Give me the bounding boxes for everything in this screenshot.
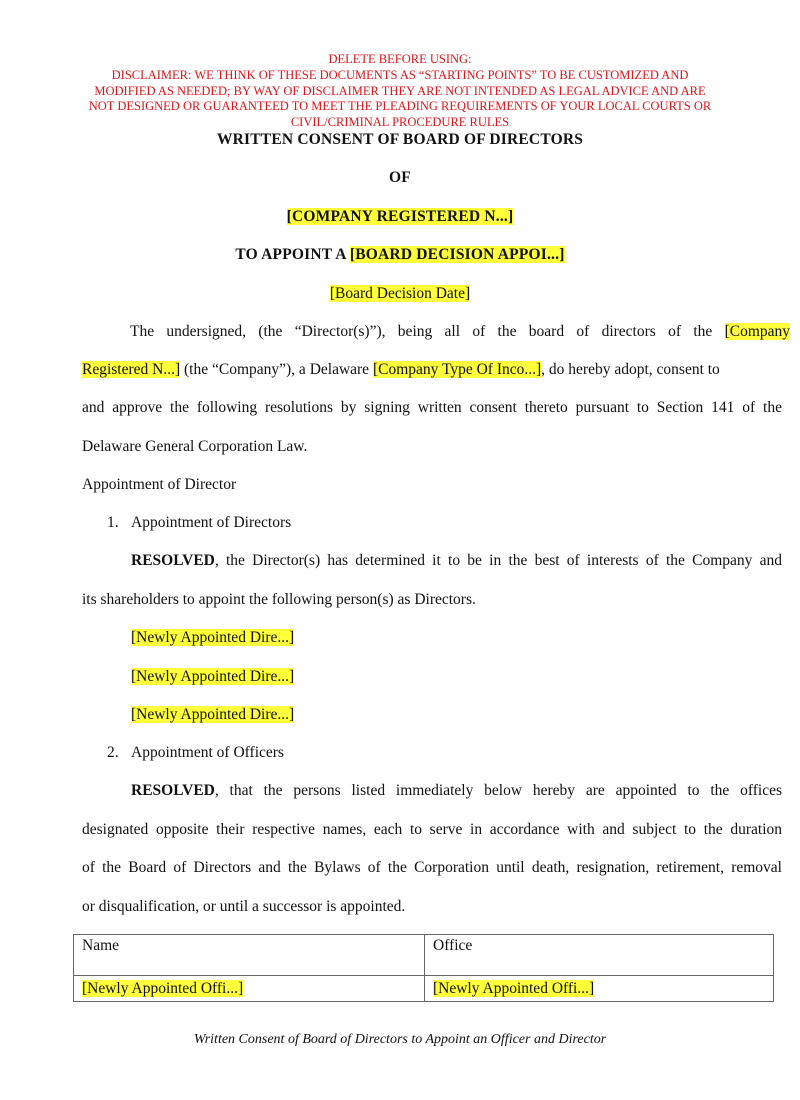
item-1-resolved-line-2: its shareholders to appoint the following person(s) as Directors. [82,591,476,608]
item-2-resolved-line-2: designated opposite their respective names, each to serve in accordance with and subject to the duration [82,821,782,838]
disclaimer-line: CIVIL/CRIMINAL PROCEDURE RULES [290,115,510,130]
company-name-line [0,208,800,226]
item-2-resolved-line-3: of the Board of Directors and the Bylaws of the Corporation until death, resignation, retirement, removal [82,859,782,876]
resolved-text: , the Director(s) has determined it to be in the best of interests of the Company and [214,552,782,569]
director-entry [131,706,294,724]
appoint-prefix: TO APPOINT A [235,246,350,263]
director-entry [131,668,294,686]
document-title: WRITTEN CONSENT OF BOARD OF DIRECTORS [216,131,584,148]
section-title: Appointment of Director [82,476,237,493]
newly-appointed-director-field[interactable]: [Newly Appointed Dire...] [131,706,295,723]
officer-office-cell [425,976,774,1002]
board-decision-date-field[interactable]: [Board Decision Date] [329,285,471,302]
newly-appointed-office-field[interactable]: [Newly Appointed Offi...] [433,979,595,997]
table-header-row [74,935,774,976]
company-registered-field[interactable]: [Company [724,323,791,340]
page-footer: Written Consent of Board of Directors to Appoint an Officer and Director [193,1032,607,1047]
resolved-label: RESOLVED [131,782,215,799]
item-1-label: Appointment of Directors [131,514,292,531]
newly-appointed-officer-field[interactable]: [Newly Appointed Offi...] [82,979,244,997]
item-2-resolved-line-4: or disqualification, or until a successor is appointed. [82,898,406,915]
resolved-label: RESOLVED [131,552,215,569]
title-of: OF [389,169,411,186]
intro-line-2 [82,361,720,379]
intro-line-1 [82,323,790,341]
officer-name-cell [74,976,425,1002]
disclaimer-line: DISCLAIMER: WE THINK OF THESE DOCUMENTS AS “STARTING POINTS” TO BE CUSTOMIZED AND [111,67,689,82]
table-row [74,976,774,1002]
disclaimer-line: DELETE BEFORE USING: [328,52,472,66]
item-1-resolved-line-1 [82,552,782,570]
item-2-label: Appointment of Officers [131,744,284,761]
appoint-line [0,246,800,264]
intro-text: The undersigned, (the “Director(s)”), being all of the board of directors of the [130,323,713,340]
disclaimer-line: MODIFIED AS NEEDED; BY WAY OF DISCLAIMER THEY ARE NOT INTENDED AS LEGAL ADVICE AND ARE [94,83,706,98]
company-name-field[interactable]: [COMPANY REGISTERED N...] [286,208,514,225]
header-office: Office [425,935,774,976]
item-2-number: 2. [107,744,119,761]
newly-appointed-director-field[interactable]: [Newly Appointed Dire...] [131,629,295,646]
director-entry [131,629,294,647]
item-2-resolved-line-1 [82,782,782,800]
board-decision-field[interactable]: [BOARD DECISION APPOI...] [349,246,565,263]
disclaimer-block [0,52,800,131]
resolved-text: , that the persons listed immediately below hereby are appointed to the offices [214,782,782,799]
company-registered-field-cont[interactable]: Registered N...] [82,361,181,378]
intro-line-4: Delaware General Corporation Law. [82,438,308,455]
date-line [0,285,800,303]
newly-appointed-director-field[interactable]: [Newly Appointed Dire...] [131,668,295,685]
intro-text: (the “Company”), a Delaware [180,361,373,378]
intro-line-3: and approve the following resolutions by signing written consent thereto pursuant to Section 141 of the [82,399,782,416]
disclaimer-line: NOT DESIGNED OR GUARANTEED TO MEET THE PLEADING REQUIREMENTS OF YOUR LOCAL COURTS OR [88,99,712,114]
intro-text: , do hereby adopt, consent to [541,361,720,378]
header-name: Name [74,935,425,976]
item-1-number: 1. [107,514,119,531]
officers-table [73,934,774,1002]
company-type-field[interactable]: [Company Type Of Inco...] [372,361,542,378]
